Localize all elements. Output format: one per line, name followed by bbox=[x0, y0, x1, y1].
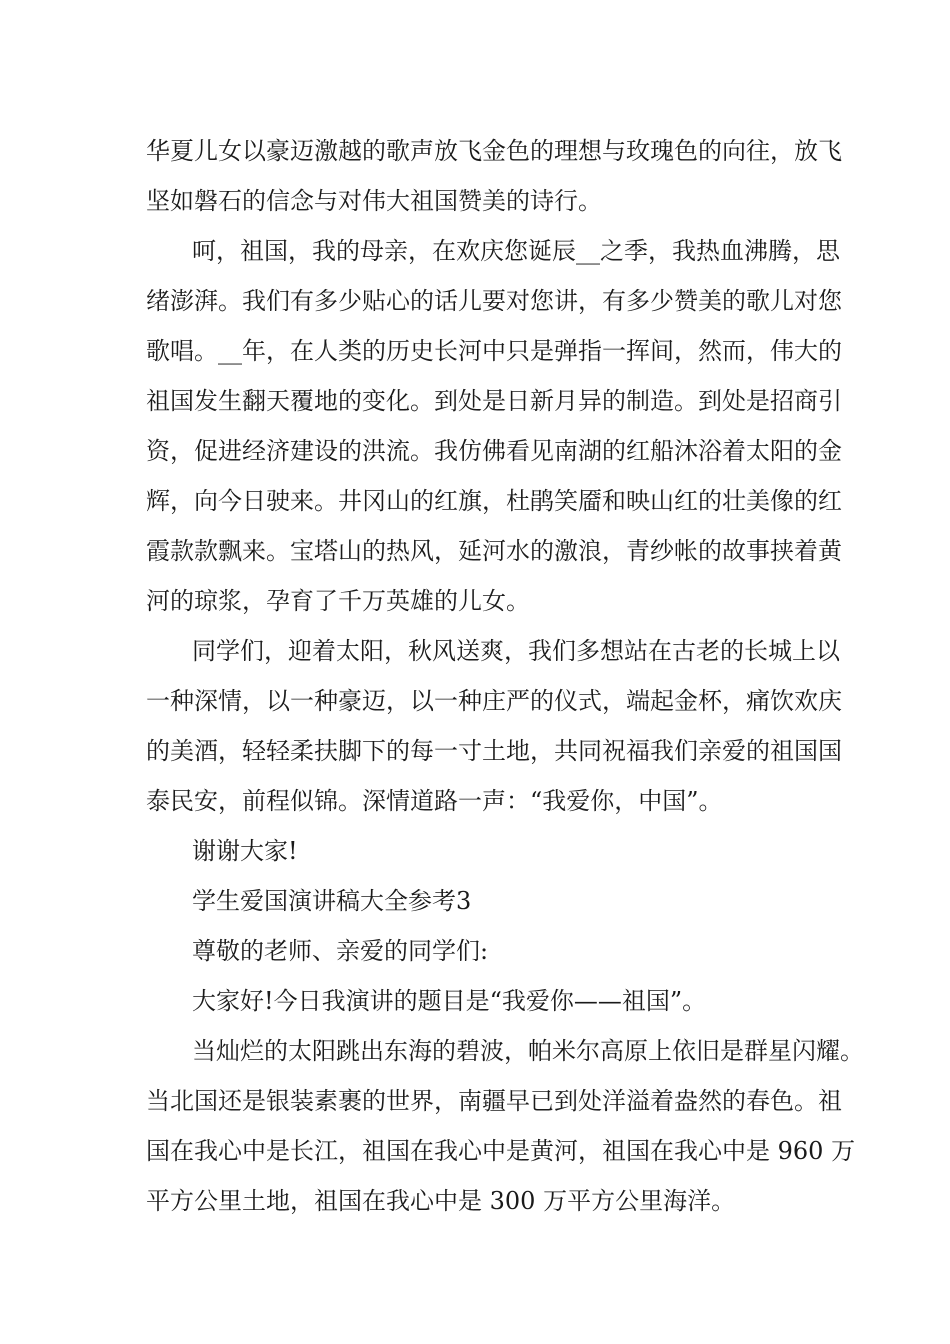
text-line: 霞款款飘来。宝塔山的热风，延河水的激浪，青纱帐的故事挟着黄 bbox=[146, 537, 842, 565]
section-heading: 学生爱国演讲稿大全参考3 bbox=[192, 887, 472, 915]
text-line: 绪澎湃。我们有多少贴心的话儿要对您讲，有多少赞美的歌儿对您 bbox=[146, 287, 842, 315]
salutation-line: 尊敬的老师、亲爱的同学们: bbox=[192, 937, 489, 965]
text-line: 呵，祖国，我的母亲，在欢庆您诞辰__之季，我热血沸腾，思 bbox=[192, 237, 840, 265]
text-line: 当北国还是银装素裹的世界，南疆早已到处洋溢着盎然的春色。祖 bbox=[146, 1087, 842, 1115]
text-line: 祖国发生翻天覆地的变化。到处是日新月异的制造。到处是招商引 bbox=[146, 387, 842, 415]
text-line: 歌唱。__年，在人类的历史长河中只是弹指一挥间，然而，伟大的 bbox=[146, 337, 842, 365]
closing-line: 谢谢大家! bbox=[192, 837, 298, 865]
greeting-line: 大家好!今日我演讲的题目是“我爱你——祖国”。 bbox=[192, 987, 707, 1015]
text-line: 华夏儿女以豪迈激越的歌声放飞金色的理想与玫瑰色的向往，放飞 bbox=[146, 137, 842, 165]
text-line: 国在我心中是长江，祖国在我心中是黄河，祖国在我心中是 960 万 bbox=[146, 1137, 856, 1165]
text-line: 同学们，迎着太阳，秋风送爽，我们多想站在古老的长城上以 bbox=[192, 637, 840, 665]
text-line: 辉，向今日驶来。井冈山的红旗，杜鹃笑靥和映山红的壮美像的红 bbox=[146, 487, 842, 515]
text-line: 泰民安，前程似锦。深情道路一声：“我爱你，中国”。 bbox=[146, 787, 723, 815]
text-line: 当灿烂的太阳跳出东海的碧波，帕米尔高原上依旧是群星闪耀。 bbox=[192, 1037, 864, 1065]
text-line: 河的琼浆，孕育了千万英雄的儿女。 bbox=[146, 587, 530, 615]
text-line: 资，促进经济建设的洪流。我仿佛看见南湖的红船沐浴着太阳的金 bbox=[146, 437, 842, 465]
text-line: 一种深情，以一种豪迈，以一种庄严的仪式，端起金杯，痛饮欢庆 bbox=[146, 687, 842, 715]
text-line: 的美酒，轻轻柔扶脚下的每一寸土地，共同祝福我们亲爱的祖国国 bbox=[146, 737, 842, 765]
text-line: 平方公里土地，祖国在我心中是 300 万平方公里海洋。 bbox=[146, 1187, 736, 1215]
text-line: 坚如磐石的信念与对伟大祖国赞美的诗行。 bbox=[146, 187, 602, 215]
